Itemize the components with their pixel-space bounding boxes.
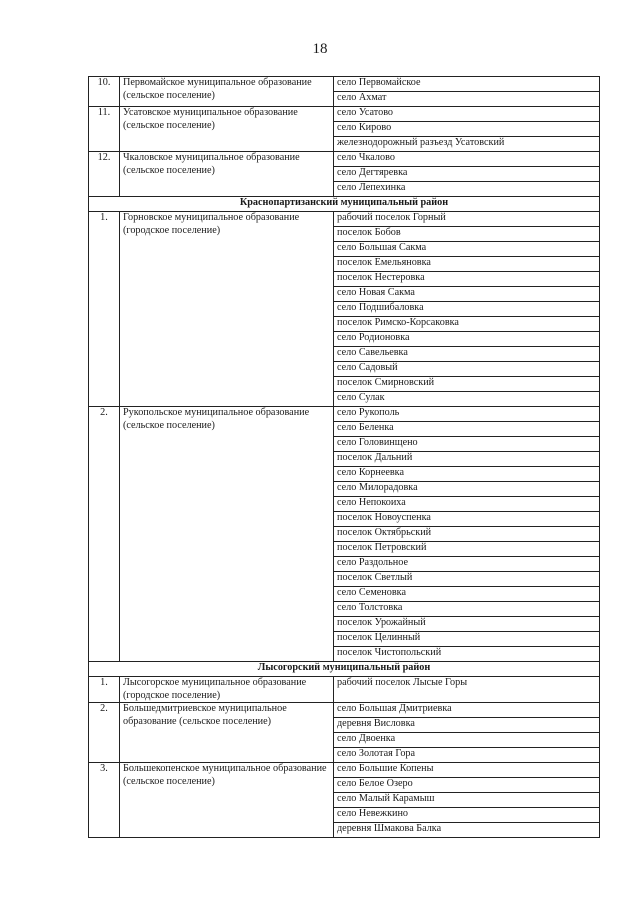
entity-number: 1. xyxy=(89,212,120,407)
settlement-cell: поселок Чистопольский xyxy=(334,647,600,662)
settlement-cell: рабочий поселок Горный xyxy=(334,212,600,227)
settlement-cell: село Семеновка xyxy=(334,587,600,602)
entity-number: 12. xyxy=(89,152,120,197)
settlement-cell: село Рукополь xyxy=(334,407,600,422)
settlement-cell: село Непокоиха xyxy=(334,497,600,512)
settlement-cell: село Чкалово xyxy=(334,152,600,167)
settlement-cell: село Подшибаловка xyxy=(334,302,600,317)
settlement-cell: село Беленка xyxy=(334,422,600,437)
table-row xyxy=(89,677,600,703)
settlement-cell: поселок Дальний xyxy=(334,452,600,467)
settlement-cell: село Головинщено xyxy=(334,437,600,452)
entity-name: Усатовское муниципальное образование (сельское поселение) xyxy=(120,107,334,152)
settlement-cell: поселок Смирновский xyxy=(334,377,600,392)
settlement-cell: поселок Октябрьский xyxy=(334,527,600,542)
settlement-cell: поселок Бобов xyxy=(334,227,600,242)
settlement-cell: село Толстовка xyxy=(334,602,600,617)
settlement-cell: поселок Петровский xyxy=(334,542,600,557)
settlements-table-body xyxy=(89,77,600,838)
settlement-cell: деревня Шмакова Балка xyxy=(334,823,600,838)
entity-number: 3. xyxy=(89,763,120,838)
settlement-cell: поселок Урожайный xyxy=(334,617,600,632)
table-row xyxy=(89,107,600,122)
table-row xyxy=(89,77,600,92)
entity-name: Горновское муниципальное образование (городское поселение) xyxy=(120,212,334,407)
settlement-cell: село Новая Сакма xyxy=(334,287,600,302)
table-row xyxy=(89,152,600,167)
settlement-cell: село Большая Дмитриевка xyxy=(334,703,600,718)
settlement-cell: поселок Емельяновка xyxy=(334,257,600,272)
settlement-cell: село Милорадовка xyxy=(334,482,600,497)
district-title: Краснопартизанский муниципальный район xyxy=(89,197,600,212)
district-row xyxy=(89,662,600,677)
settlement-cell: поселок Нестеровка xyxy=(334,272,600,287)
settlement-cell: поселок Целинный xyxy=(334,632,600,647)
settlement-cell: село Большая Сакма xyxy=(334,242,600,257)
entity-name: Рукопольское муниципальное образование (сельское поселение) xyxy=(120,407,334,662)
settlement-cell: рабочий поселок Лысые Горы xyxy=(334,677,600,703)
table-row xyxy=(89,212,600,227)
settlement-cell: село Дегтяревка xyxy=(334,167,600,182)
district-title: Лысогорский муниципальный район xyxy=(89,662,600,677)
settlement-cell: село Большие Копены xyxy=(334,763,600,778)
entity-number: 2. xyxy=(89,703,120,763)
settlement-cell: село Лепехинка xyxy=(334,182,600,197)
table-row xyxy=(89,407,600,422)
settlement-cell: село Белое Озеро xyxy=(334,778,600,793)
table-row xyxy=(89,763,600,778)
settlement-cell: село Садовый xyxy=(334,362,600,377)
settlement-cell: железнодорожный разъезд Усатовский xyxy=(334,137,600,152)
district-row xyxy=(89,197,600,212)
settlement-cell: село Раздольное xyxy=(334,557,600,572)
settlement-cell: село Савельевка xyxy=(334,347,600,362)
settlement-cell: село Корнеевка xyxy=(334,467,600,482)
entity-name: Лысогорское муниципальное образование (городское поселение) xyxy=(120,677,334,703)
entity-name: Первомайское муниципальное образование (сельское поселение) xyxy=(120,77,334,107)
settlement-cell: село Сулак xyxy=(334,392,600,407)
settlement-cell: село Ахмат xyxy=(334,92,600,107)
settlement-cell: поселок Римско-Корсаковка xyxy=(334,317,600,332)
settlement-cell: село Усатово xyxy=(334,107,600,122)
settlement-cell: село Кирово xyxy=(334,122,600,137)
settlement-cell: село Двоенка xyxy=(334,733,600,748)
entity-number: 11. xyxy=(89,107,120,152)
entity-number: 1. xyxy=(89,677,120,703)
entity-name: Большекопенское муниципальное образование (сельское поселение) xyxy=(120,763,334,838)
settlement-cell: поселок Светлый xyxy=(334,572,600,587)
settlement-cell: село Невежкино xyxy=(334,808,600,823)
settlement-cell: село Первомайское xyxy=(334,77,600,92)
settlements-table xyxy=(88,76,600,838)
entity-name: Большедмитриевское муниципальное образование (сельское поселение) xyxy=(120,703,334,763)
settlement-cell: поселок Новоуспенка xyxy=(334,512,600,527)
entity-name: Чкаловское муниципальное образование (сельское поселение) xyxy=(120,152,334,197)
table-row xyxy=(89,703,600,718)
entity-number: 10. xyxy=(89,77,120,107)
settlement-cell: деревня Висловка xyxy=(334,718,600,733)
entity-number: 2. xyxy=(89,407,120,662)
settlement-cell: село Золотая Гора xyxy=(334,748,600,763)
page-number: 18 xyxy=(312,41,328,57)
settlement-cell: село Малый Карамыш xyxy=(334,793,600,808)
settlement-cell: село Родионовка xyxy=(334,332,600,347)
